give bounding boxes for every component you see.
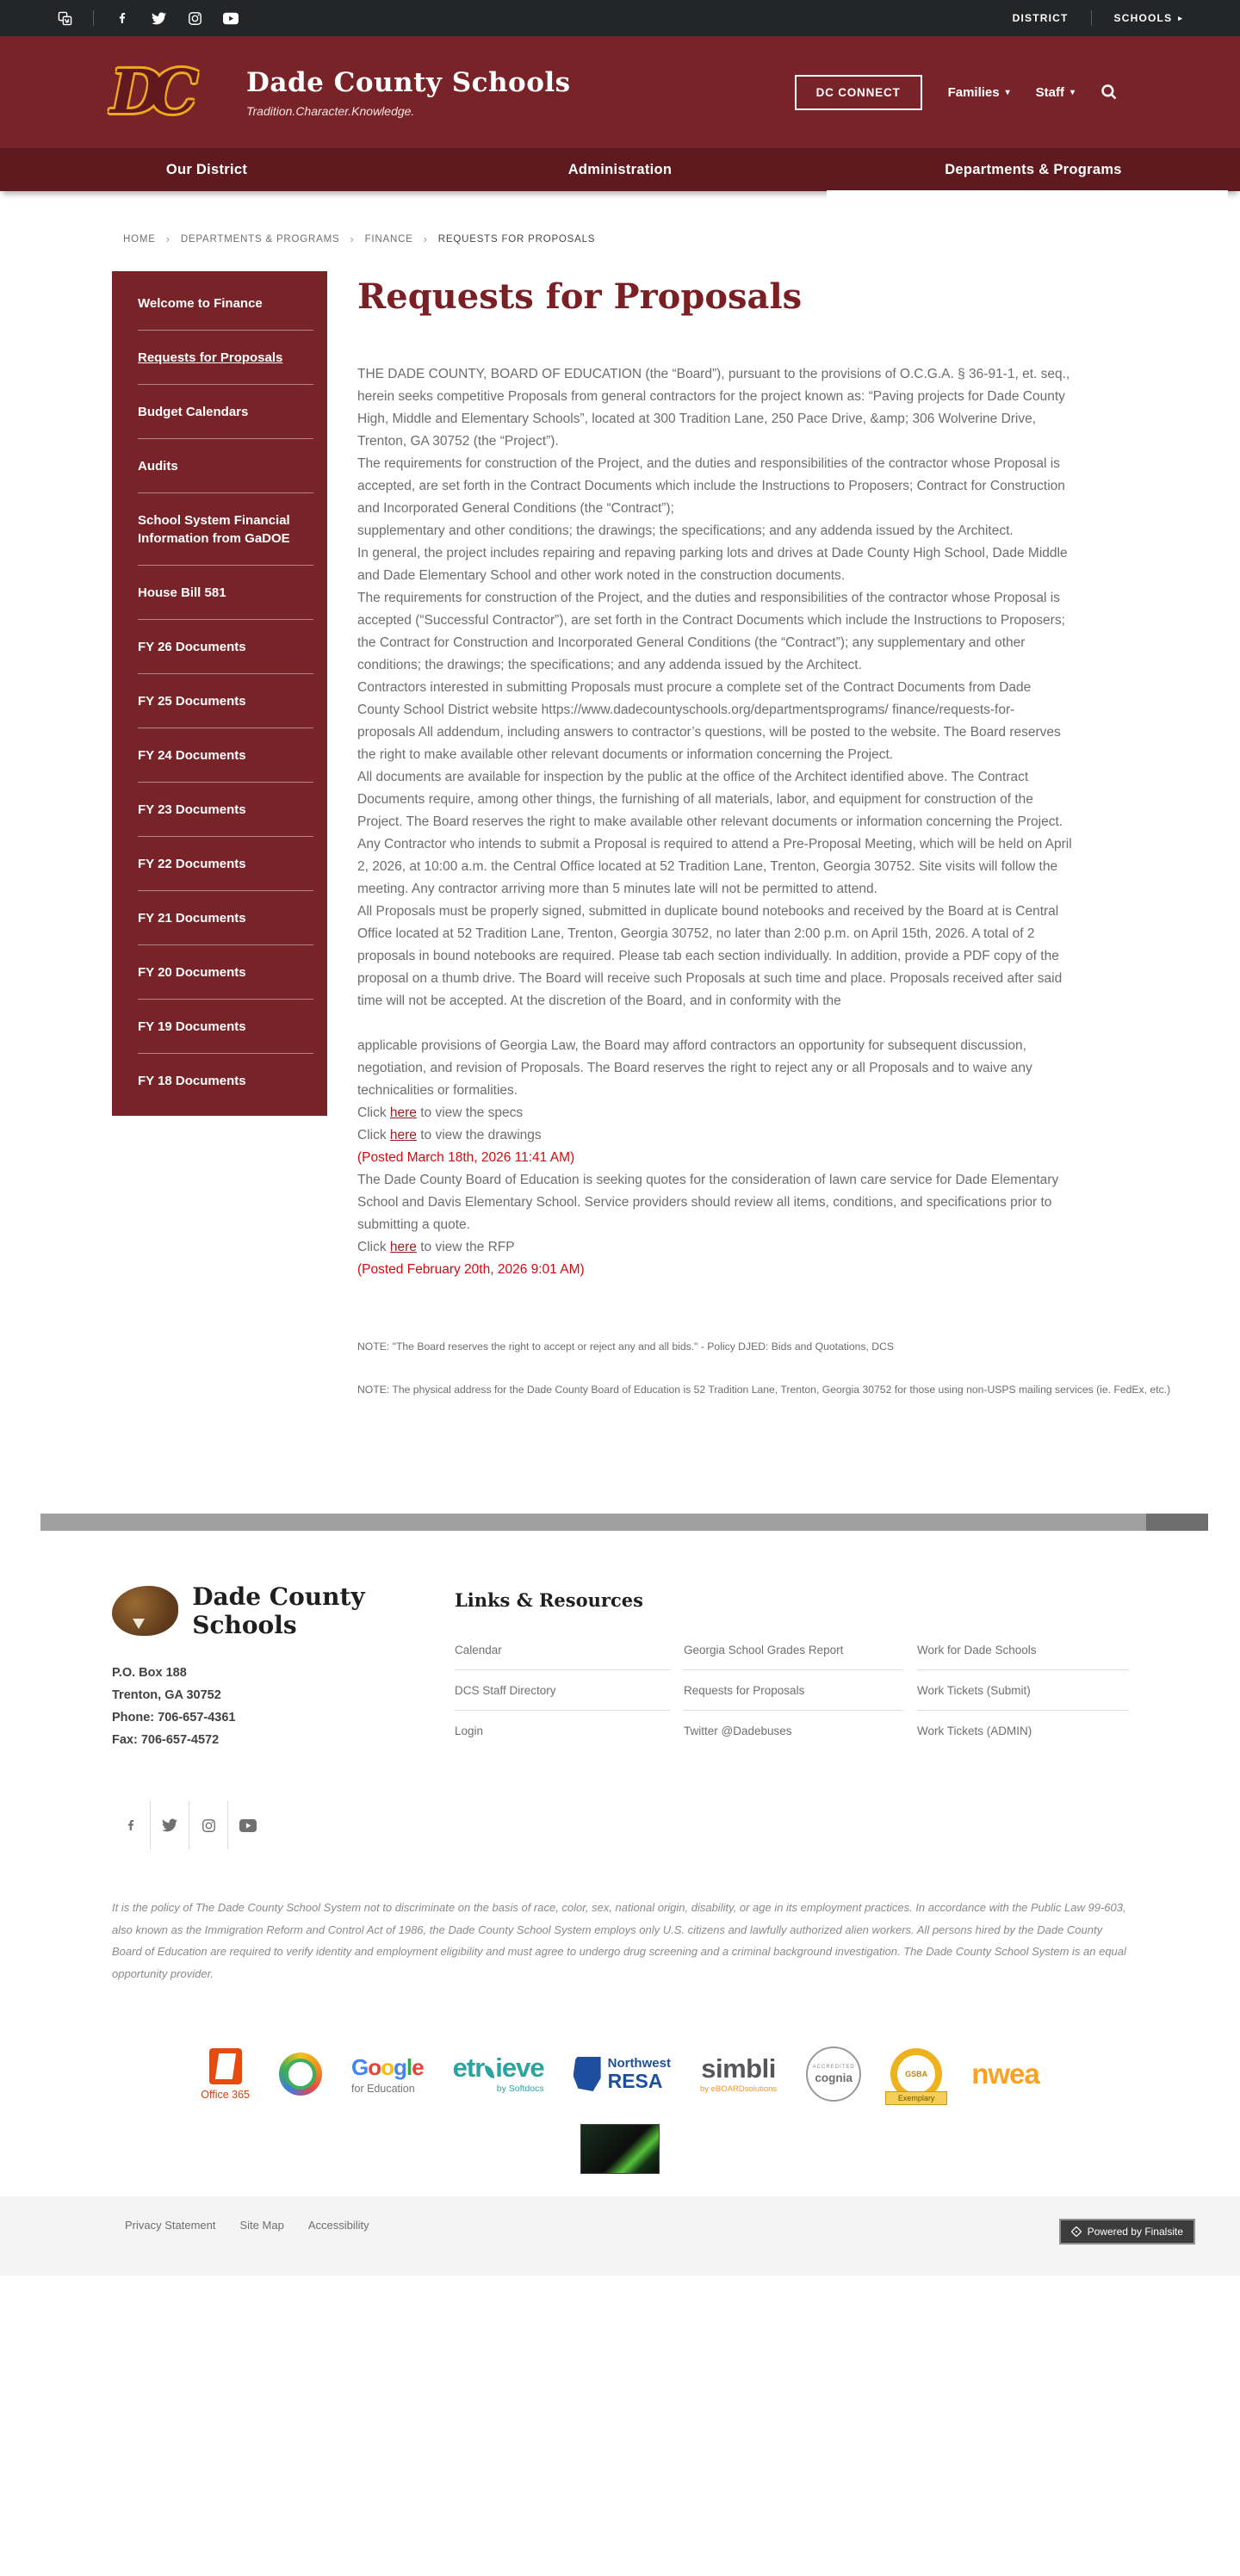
note-bids-policy: NOTE: "The Board reserves the right to accept or reject any and all bids." - Policy DJED: Bids and Quotations, DCS <box>357 1341 895 1353</box>
rfp-paragraph: The requirements for construction of the Project, and the duties and responsibilities of the contractor whose Proposal is accepted, are set forth in the Contract Documents which include the Instructions to Proposers; Contract for Construction and Incorporated General Conditions (the “Contract”); <box>357 456 1065 516</box>
powered-by-label: Powered by Finalsite <box>1087 2226 1183 2238</box>
footer-brand <box>112 1582 455 1639</box>
links-resources-heading: Links & Resources <box>455 1589 643 1611</box>
google-wordmark <box>351 2054 424 2081</box>
office365-icon <box>209 2048 242 2084</box>
footer-links-section <box>455 1582 1128 1849</box>
youtube-icon[interactable] <box>228 1801 267 1849</box>
etrieve-sub-label: by Softdocs <box>496 2084 544 2094</box>
footer-address <box>112 1662 455 1751</box>
google-letter: o <box>381 2053 394 2080</box>
rfp-link-prefix: Click <box>357 1240 390 1254</box>
footer-link-staff-directory[interactable]: DCS Staff Directory <box>455 1670 670 1711</box>
rfp-link-suffix: to view the RFP <box>416 1240 515 1254</box>
sidebar-item-budget-calendars[interactable]: Budget Calendars <box>138 385 313 439</box>
google-letter: o <box>368 2053 381 2080</box>
wolverine-logo <box>112 1586 178 1636</box>
rfp-paragraph: In general, the project includes repairing and repaving parking lots and drives at Dade County High School, Dade Middle and Dade Elementary School and other work noted in the construction documents. <box>357 546 1068 583</box>
simbli-sub-label: by eBOARDsolutions <box>699 2084 778 2094</box>
content-area <box>112 271 1240 1400</box>
bottom-bar-links <box>125 2219 369 2232</box>
footer-top <box>112 1582 1128 1849</box>
breadcrumb-separator-icon: › <box>423 232 428 245</box>
notes-section <box>357 1336 1175 1400</box>
facebook-icon[interactable] <box>112 1801 151 1849</box>
nondiscrimination-policy-text: It is the policy of The Dade County School System not to discriminate on the basis of race, color, sex, national origin, disability, or age in its employment practices. In accordance with the Public Law 99-603, also known as the Immigration Reform and Control Act of 1986, the Dade County School System employs only U.S. citizens and lawfully authorized alien workers. All persons hired by the Dade County Board of Education are required to verify identity and employment eligibility and must agree to undergo drug screening and a criminal background investigation. The Dade County School System is an equal opportunity provider. <box>112 1901 1126 1980</box>
posted-date-february: (Posted February 20th, 2026 9:01 AM) <box>357 1262 585 1277</box>
twitter-icon[interactable] <box>151 1801 189 1849</box>
google-letter: e <box>412 2053 424 2080</box>
etrieve-text: etr <box>452 2053 485 2083</box>
utility-bar <box>0 0 1240 36</box>
search-icon[interactable] <box>1100 83 1119 102</box>
sidebar-item-fy18-documents[interactable]: FY 18 Documents <box>138 1074 246 1088</box>
google-sub-label: for Education <box>351 2082 415 2095</box>
google-for-education-logo[interactable] <box>351 2054 424 2095</box>
accessibility-link[interactable]: Accessibility <box>307 2219 369 2232</box>
staff-dropdown[interactable] <box>1036 85 1075 100</box>
site-header <box>0 36 1240 148</box>
youtube-icon[interactable] <box>223 10 239 26</box>
georgia-state-icon <box>574 2057 601 2091</box>
staff-label: Staff <box>1035 84 1064 100</box>
note-physical-address: NOTE: The physical address for the Dade County Board of Education is 52 Tradition Lane, Trenton, Georgia 30752 for those using non-USPS mailing services (ie. FedEx, etc.) <box>357 1384 1171 1396</box>
nwresa-line2: RESA <box>607 2069 663 2092</box>
specs-link[interactable]: here <box>389 1105 417 1120</box>
bottom-bar <box>0 2196 1240 2276</box>
schools-link[interactable] <box>1114 12 1183 24</box>
footer-link-work-tickets-submit[interactable]: Work Tickets (Submit) <box>917 1670 1128 1711</box>
etrieve-text: ieve <box>495 2053 544 2083</box>
drawings-link-prefix: Click <box>357 1128 390 1142</box>
footer-link-work-tickets-admin[interactable]: Work Tickets (ADMIN) <box>917 1725 1032 1737</box>
horizontal-scrollbar[interactable] <box>40 1514 1208 1531</box>
posted-date-march: (Posted March 18th, 2026 11:41 AM) <box>357 1150 575 1165</box>
nwresa-text <box>608 2057 671 2091</box>
address-po-box: P.O. Box 188 <box>112 1666 187 1680</box>
gsba-exemplary-ribbon: Exemplary <box>885 2091 947 2105</box>
gsba-seal <box>890 2048 942 2100</box>
gsba-label: GSBA <box>897 2055 935 2093</box>
caret-down-icon: ▾ <box>1070 87 1075 97</box>
instagram-icon[interactable] <box>189 1801 228 1849</box>
sidebar-item-fy22-documents[interactable]: FY 22 Documents <box>138 837 313 891</box>
footer-link-twitter-dadebuses[interactable]: Twitter @Dadebuses <box>684 1725 792 1737</box>
sidebar-item-fy23-documents[interactable]: FY 23 Documents <box>138 783 313 837</box>
etrieve-logo[interactable] <box>453 2054 544 2094</box>
video-thumbnail-logo[interactable] <box>580 2124 660 2174</box>
drawings-link[interactable]: here <box>389 1128 417 1142</box>
cognia-seal-logo[interactable] <box>806 2047 861 2102</box>
privacy-statement-link[interactable]: Privacy Statement <box>125 2219 216 2232</box>
links-grid <box>455 1630 1128 1750</box>
powered-by-finalsite-badge[interactable] <box>1059 2219 1195 2245</box>
leaf-icon <box>485 2065 494 2078</box>
dc-connect-button[interactable]: DC CONNECT <box>795 75 922 110</box>
breadcrumb-current-page: REQUESTS FOR PROPOSALS <box>437 233 596 245</box>
rfp-paragraph: All documents are available for inspection by the public at the office of the Architect identified above. The Contract Documents require, among other things, the furnishing of all materials, labor, and equipment for construction of the Project. The Board reserves the right to make available other relevant documents or information concerning the Project. <box>357 770 1063 829</box>
footer-link-login[interactable]: Login <box>455 1725 484 1737</box>
footer-left <box>112 1582 455 1849</box>
simbli-wordmark: simbli <box>701 2053 776 2084</box>
drawings-link-line <box>357 1124 1072 1147</box>
drawings-link-suffix: to view the drawings <box>416 1128 542 1142</box>
sidebar-item-fy19-documents[interactable]: FY 19 Documents <box>138 1000 313 1054</box>
breadcrumb-separator-icon: › <box>350 232 355 245</box>
address-phone: Phone: 706-657-4361 <box>112 1711 236 1725</box>
sidebar-item-fy21-documents[interactable]: FY 21 Documents <box>138 891 313 945</box>
finalsite-icon <box>1071 2226 1082 2237</box>
google-letter: l <box>406 2053 412 2080</box>
site-title[interactable]: Dade County Schools <box>246 66 571 98</box>
sidebar-item-fy25-documents[interactable]: FY 25 Documents <box>138 674 313 728</box>
nwea-wordmark: nwea <box>971 2058 1039 2090</box>
office365-label: Office 365 <box>201 2088 251 2101</box>
utility-social-icons <box>57 10 239 26</box>
sidebar-item-requests-for-proposals[interactable]: Requests for Proposals <box>138 331 313 385</box>
specs-link-prefix: Click <box>357 1105 390 1120</box>
nwresa-line1: Northwest <box>607 2056 671 2071</box>
sidebar-item-fy24-documents[interactable]: FY 24 Documents <box>138 728 313 783</box>
footer-link-grades-report[interactable]: Georgia School Grades Report <box>684 1630 903 1670</box>
sidebar-item-fy20-documents[interactable]: FY 20 Documents <box>138 945 313 1000</box>
nav-item-departments-programs[interactable]: Departments & Programs <box>827 148 1240 191</box>
breadcrumb-finance[interactable]: FINANCE <box>364 233 413 245</box>
rfp-body-text <box>357 363 1171 1400</box>
site-tagline: Tradition.Character.Knowledge. <box>246 103 415 118</box>
lawn-care-paragraph: The Dade County Board of Education is seeking quotes for the consideration of lawn care service for Dade Elementary School and Davis Elementary School. Service providers should review all items, conditions, and specifications prior to submitting a quote. <box>357 1173 1059 1232</box>
footer-link-requests-for-proposals[interactable]: Requests for Proposals <box>684 1670 903 1711</box>
sidebar-item-house-bill-581[interactable]: House Bill 581 <box>138 566 313 620</box>
rfp-paragraph: Any Contractor who intends to submit a Proposal is required to attend a Pre-Proposal Meeting, which will be held on April 2, 2026, at 10:00 a.m. the Central Office located at 52 Tradition Lane, Trenton, Georgia 30752. Site visits will follow the meeting. Any contractor arriving more than 5 minutes late will not be permitted to attend. <box>357 837 1072 896</box>
nav-item-our-district[interactable]: Our District <box>165 161 248 177</box>
utility-divider <box>93 10 94 26</box>
etrieve-wordmark <box>453 2054 544 2081</box>
cognia-wordmark: cognia <box>815 2071 852 2084</box>
office365-logo[interactable] <box>201 2048 250 2101</box>
sidebar-item-welcome-to-finance[interactable]: Welcome to Finance <box>138 276 313 331</box>
simbli-logo[interactable] <box>700 2055 777 2094</box>
google-letter: g <box>394 2053 406 2080</box>
partner-logo-strip <box>112 2033 1128 2115</box>
main-column <box>357 271 1171 1400</box>
brand-text <box>246 67 571 118</box>
nav-item-administration[interactable]: Administration <box>567 161 673 177</box>
site-footer <box>0 1582 1240 2174</box>
rfp-link[interactable]: here <box>389 1240 417 1254</box>
caret-down-icon: ▾ <box>1005 87 1010 97</box>
families-label: Families <box>947 84 1000 100</box>
sidebar-item-gadoe-financial-info[interactable]: School System Financial Information from GaDOE <box>138 493 313 566</box>
utility-divider <box>1091 10 1092 26</box>
district-link[interactable] <box>1013 12 1069 24</box>
footer-link-work-for-dade[interactable]: Work for Dade Schools <box>917 1630 1128 1670</box>
rfp-link-line <box>357 1236 1072 1259</box>
main-nav <box>0 148 1240 191</box>
sidebar-item-fy26-documents[interactable]: FY 26 Documents <box>138 620 313 674</box>
page-title: Requests for Proposals <box>357 276 803 317</box>
footer-link-calendar[interactable]: Calendar <box>455 1630 670 1670</box>
twitter-icon[interactable] <box>151 10 166 26</box>
address-fax: Fax: 706-657-4572 <box>112 1733 220 1747</box>
rfp-paragraph: applicable provisions of Georgia Law, the Board may afford contractors an opportunity for subsequent discussion, negotiation, and revision of Proposals. The Board reserves the right to reject any or all Proposals and to waive any technicalities or formalities. <box>357 1038 1032 1098</box>
rfp-paragraph: The requirements for construction of the Project, and the duties and responsibilities of the contractor whose Proposal is accepted (“Successful Contractor”), are set forth in the Contract Documents which include the Instructions to Proposers; the Contract for Construction and Incorporated General Conditions (the “Contract”); any supplementary and other conditions; the drawings; the specifications; and any addenda issued by the Architect. <box>357 591 1065 672</box>
district-label: DISTRICT <box>1012 12 1069 24</box>
sunburst-icon <box>279 2053 322 2096</box>
families-dropdown[interactable] <box>948 85 1010 100</box>
address-city: Trenton, GA 30752 <box>112 1688 221 1702</box>
finance-sidebar <box>112 271 327 1116</box>
rfp-paragraph: Contractors interested in submitting Proposals must procure a complete set of the Contract Documents from Dade County School District website https://www.dadecountyschools.org/departmentsprograms/ finance/requests-for-proposals All addendum, including answers to contractor’s questions, will be posted to the website. The Board reserves the right to make available other relevant documents or information concerning the Project. <box>357 680 1061 762</box>
specs-link-line <box>357 1102 1072 1124</box>
breadcrumb-separator-icon: › <box>165 232 170 245</box>
utility-right-links <box>1013 10 1183 26</box>
schools-label: SCHOOLS <box>1113 12 1173 24</box>
gsba-exemplary-logo[interactable] <box>890 2048 942 2100</box>
georgia-sunburst-logo[interactable] <box>279 2053 322 2096</box>
scrollbar-thumb[interactable] <box>1146 1514 1208 1531</box>
sidebar-item-audits[interactable]: Audits <box>138 439 313 493</box>
breadcrumb-departments[interactable]: DEPARTMENTS & PROGRAMS <box>180 233 340 245</box>
translate-icon[interactable] <box>57 10 72 26</box>
header-actions <box>795 75 1119 110</box>
breadcrumb-home[interactable]: HOME <box>123 233 156 245</box>
cognia-accredited-label: ACCREDITED <box>812 2064 855 2070</box>
cognia-seal <box>806 2047 861 2102</box>
footer-title: Dade County Schools <box>192 1582 365 1639</box>
dc-school-logo[interactable]: DC <box>110 56 187 127</box>
google-letter: G <box>351 2053 369 2080</box>
breadcrumb <box>123 232 1240 245</box>
specs-link-suffix: to view the specs <box>416 1105 524 1120</box>
rfp-paragraph: All Proposals must be properly signed, submitted in duplicate bound notebooks and received by the Board at is Central Office located at 52 Tradition Lane, Trenton, Georgia 30752, no later than 2:00 p.m. on April 15th, 2026. A total of 2 proposals in bound notebooks are required. Please tab each section individually. In addition, provide a PDF copy of the proposal on a thumb drive. The Board will receive such Proposals at such time and place. Proposals received after said time will not be accepted. At the discretion of the Board, and in conformity with the <box>357 904 1063 1008</box>
nwea-logo[interactable] <box>971 2058 1039 2090</box>
caret-right-icon: ▸ <box>1178 13 1183 22</box>
instagram-icon[interactable] <box>187 10 202 26</box>
northwest-resa-logo[interactable] <box>574 2057 671 2091</box>
site-map-link[interactable]: Site Map <box>239 2219 284 2232</box>
rfp-paragraph: supplementary and other conditions; the drawings; the specifications; and any addenda issued by the Architect. <box>357 523 1014 538</box>
facebook-icon[interactable] <box>115 10 130 26</box>
footer-social <box>112 1801 455 1849</box>
rfp-paragraph: THE DADE COUNTY, BOARD OF EDUCATION (the “Board”), pursuant to the provisions of O.C.G.A. § 36-91-1, et. seq., herein seeks competitive Proposals from general contractors for the project known as: “Paving projects for Dade County High, Middle and Elementary Schools”, located at 300 Tradition Lane, 250 Pace Drive, &amp; 306 Wolverine Drive, Trenton, GA 30752 (the “Project”). <box>357 367 1070 449</box>
